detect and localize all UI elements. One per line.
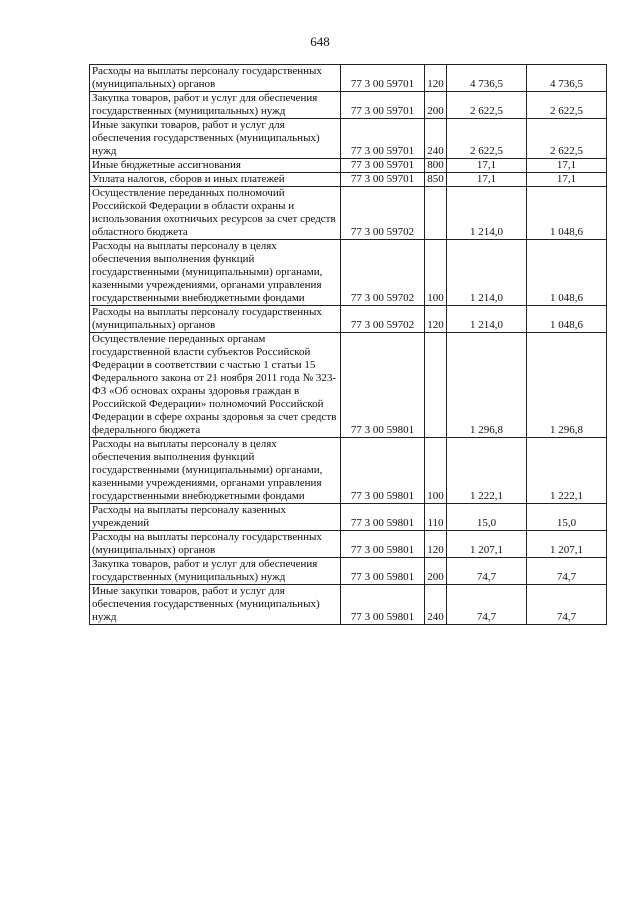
- row-amount-first: 1 214,0: [447, 240, 527, 306]
- row-target-code: 77 3 00 59801: [341, 531, 425, 558]
- row-amount-first: 17,1: [447, 173, 527, 187]
- table-row: [90, 585, 607, 625]
- table-row: [90, 119, 607, 159]
- row-target-code: 77 3 00 59801: [341, 504, 425, 531]
- row-expense-type: 850: [425, 173, 447, 187]
- table-row: [90, 159, 607, 173]
- row-target-code: 77 3 00 59801: [341, 558, 425, 585]
- table-row: [90, 438, 607, 504]
- row-target-code: 77 3 00 59801: [341, 438, 425, 504]
- table-row: [90, 92, 607, 119]
- row-expense-type: 120: [425, 306, 447, 333]
- table-row: [90, 65, 607, 92]
- row-expense-type: [425, 187, 447, 240]
- row-target-code: 77 3 00 59701: [341, 65, 425, 92]
- row-target-code: 77 3 00 59702: [341, 306, 425, 333]
- row-name: Закупка товаров, работ и услуг для обеспечения государственных (муниципальных) нужд: [90, 92, 341, 119]
- table-row: [90, 333, 607, 438]
- row-amount-first: 17,1: [447, 159, 527, 173]
- table-row: [90, 504, 607, 531]
- row-expense-type: 110: [425, 504, 447, 531]
- table-row: [90, 187, 607, 240]
- row-amount-first: 1 222,1: [447, 438, 527, 504]
- row-amount-second: 2 622,5: [527, 92, 607, 119]
- row-amount-first: 15,0: [447, 504, 527, 531]
- row-expense-type: 240: [425, 585, 447, 625]
- row-amount-second: 74,7: [527, 558, 607, 585]
- row-name: Расходы на выплаты персоналу в целях обеспечения выполнения функций государственными (муниципальными) органами, казенными учреждениями, органами управления государственными внебюджетными фондами: [90, 438, 341, 504]
- row-name: Иные бюджетные ассигнования: [90, 159, 341, 173]
- row-amount-second: 4 736,5: [527, 65, 607, 92]
- table-row: [90, 531, 607, 558]
- row-name: Иные закупки товаров, работ и услуг для обеспечения государственных (муниципальных) нужд: [90, 585, 341, 625]
- row-amount-first: 1 207,1: [447, 531, 527, 558]
- row-expense-type: 800: [425, 159, 447, 173]
- row-expense-type: 120: [425, 531, 447, 558]
- row-expense-type: 100: [425, 240, 447, 306]
- table-row: [90, 240, 607, 306]
- row-target-code: 77 3 00 59701: [341, 119, 425, 159]
- row-target-code: 77 3 00 59701: [341, 159, 425, 173]
- row-name: Уплата налогов, сборов и иных платежей: [90, 173, 341, 187]
- row-amount-first: 1 214,0: [447, 187, 527, 240]
- row-target-code: 77 3 00 59801: [341, 333, 425, 438]
- row-name: Осуществление переданных полномочий Российской Федерации в области охраны и использования охотничьих ресурсов за счет средств областного бюджета: [90, 187, 341, 240]
- row-name: Иные закупки товаров, работ и услуг для обеспечения государственных (муниципальных) нужд: [90, 119, 341, 159]
- row-amount-second: 2 622,5: [527, 119, 607, 159]
- row-target-code: 77 3 00 59701: [341, 173, 425, 187]
- row-name: Расходы на выплаты персоналу в целях обеспечения выполнения функций государственными (муниципальными) органами, казенными учреждениями, органами управления государственными внебюджетными фондами: [90, 240, 341, 306]
- row-amount-second: 1 296,8: [527, 333, 607, 438]
- row-target-code: 77 3 00 59801: [341, 585, 425, 625]
- row-name: Расходы на выплаты персоналу казенных учреждений: [90, 504, 341, 531]
- row-amount-first: 1 214,0: [447, 306, 527, 333]
- row-amount-second: 17,1: [527, 173, 607, 187]
- row-amount-first: 4 736,5: [447, 65, 527, 92]
- row-amount-second: 1 222,1: [527, 438, 607, 504]
- table-row: [90, 306, 607, 333]
- row-name: Расходы на выплаты персоналу государственных (муниципальных) органов: [90, 306, 341, 333]
- row-name: Расходы на выплаты персоналу государственных (муниципальных) органов: [90, 531, 341, 558]
- row-amount-second: 1 048,6: [527, 306, 607, 333]
- row-expense-type: 120: [425, 65, 447, 92]
- row-name: Осуществление переданных органам государственной власти субъектов Российской Федерации в соответствии с частью 1 статьи 15 Федерального закона от 21 ноября 2011 года № 323-ФЗ «Об основах охраны здоровья граждан в Российской Федерации» полномочий Российской Федерации в сфере охраны здоровья за счет средств федерального бюджета: [90, 333, 341, 438]
- row-amount-first: 74,7: [447, 558, 527, 585]
- row-amount-first: 2 622,5: [447, 119, 527, 159]
- row-amount-second: 15,0: [527, 504, 607, 531]
- row-expense-type: 100: [425, 438, 447, 504]
- row-target-code: 77 3 00 59702: [341, 240, 425, 306]
- row-expense-type: 240: [425, 119, 447, 159]
- row-amount-second: 74,7: [527, 585, 607, 625]
- row-expense-type: 200: [425, 92, 447, 119]
- row-amount-first: 74,7: [447, 585, 527, 625]
- row-amount-second: 1 207,1: [527, 531, 607, 558]
- row-target-code: 77 3 00 59702: [341, 187, 425, 240]
- row-name: Расходы на выплаты персоналу государственных (муниципальных) органов: [90, 65, 341, 92]
- row-target-code: 77 3 00 59701: [341, 92, 425, 119]
- row-amount-second: 1 048,6: [527, 240, 607, 306]
- table-row: [90, 558, 607, 585]
- budget-table: [89, 64, 607, 625]
- row-amount-second: 1 048,6: [527, 187, 607, 240]
- row-expense-type: 200: [425, 558, 447, 585]
- budget-table-body: [90, 65, 607, 625]
- page-number: 648: [310, 34, 330, 49]
- table-row: [90, 173, 607, 187]
- row-amount-first: 2 622,5: [447, 92, 527, 119]
- row-amount-first: 1 296,8: [447, 333, 527, 438]
- row-expense-type: [425, 333, 447, 438]
- row-name: Закупка товаров, работ и услуг для обеспечения государственных (муниципальных) нужд: [90, 558, 341, 585]
- row-amount-second: 17,1: [527, 159, 607, 173]
